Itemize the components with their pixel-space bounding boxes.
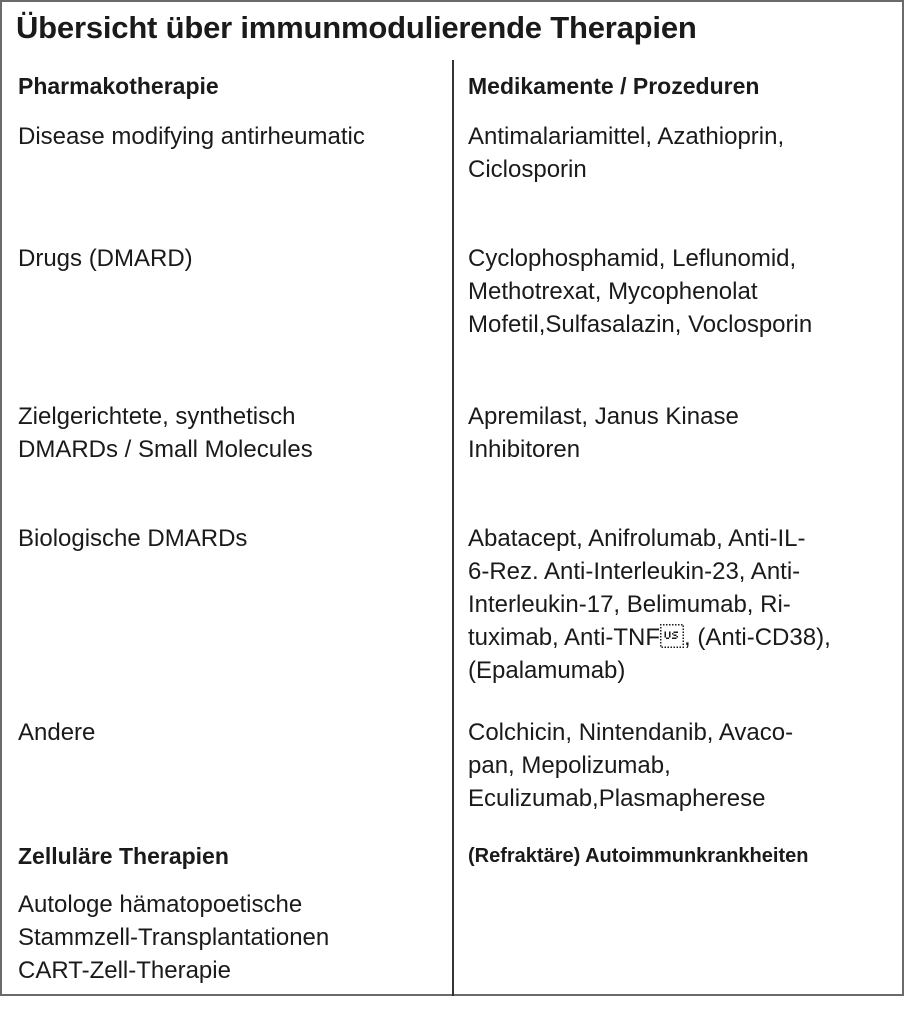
row-right-small-molecules: Apremilast, Janus Kinase Inhibitoren <box>468 403 739 463</box>
row-left-small-molecules: Zielgerichtete, synthetisch DMARDs / Small Molecules <box>18 403 313 463</box>
header-pharmakotherapie: Pharmakotherapie <box>18 73 219 99</box>
header-medikamente: Medikamente / Prozeduren <box>468 73 760 99</box>
column-divider <box>452 60 454 996</box>
row-left-dmard-2: Drugs (DMARD) <box>18 245 193 272</box>
row-right-dmard-2: Cyclophosphamid, Leflunomid, Methotrexat, Mycophenolat Mofetil,Sulfasalazin, Voclosporin <box>468 245 813 338</box>
row-right-biologics: Abatacept, Anifrolumab, Anti-IL- 6-Rez. Anti-Interleukin-23, Anti- Interleukin-17, Belimumab, Ri- tuximab, Anti-TNF , (Anti-CD38), (Epalamumab) <box>468 525 831 684</box>
row-left-biologics: Biologische DMARDs <box>18 525 248 552</box>
row-right-andere: Colchicin, Nintendanib, Avaco- pan, Mepolizumab, Eculizumab,Plasmapherese <box>468 719 794 812</box>
header-autoimmunkrankheiten: (Refraktäre) Autoimmunkrankheiten <box>468 845 809 867</box>
row-right-dmard-1: Antimalariamittel, Azathioprin, Ciclosporin <box>468 123 785 183</box>
row-left-andere: Andere <box>18 719 96 746</box>
table-title: Übersicht über immunmodulierende Therapien <box>16 10 697 45</box>
row-left-dmard-1: Disease modifying antirheumatic <box>18 123 365 150</box>
header-zellulaere-therapien: Zelluläre Therapien <box>18 843 229 869</box>
row-left-zellulaer: Autologe hämatopoetische Stammzell-Transplantationen CART-Zell-Therapie <box>18 891 330 984</box>
